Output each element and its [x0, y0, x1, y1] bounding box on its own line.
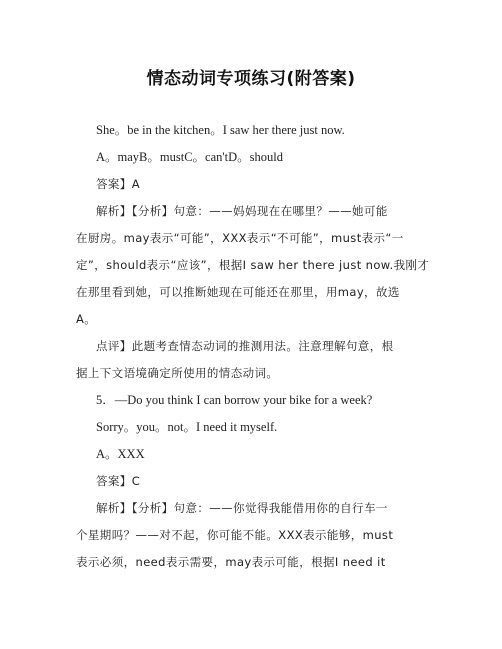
- options-line: A。XXX: [96, 447, 145, 461]
- comment-line: 据上下文语境确定所使用的情态动词。: [76, 366, 279, 380]
- comment-line: 点评】此题考查情态动词的推测用法。注意理解句意，根: [96, 339, 394, 353]
- analysis-line: 在厨房。may表示“可能”，XXX表示“不可能”，must表示“一: [76, 231, 404, 245]
- analysis-line: 个星期吗？——对不起，你可能不能。XXX表示能够，must: [76, 528, 394, 542]
- analysis-line: 在那里看到她，可以推断她现在可能还在那里，用may，故选: [76, 285, 400, 299]
- analysis-line: A。: [76, 312, 97, 326]
- answer-line: 答案】C: [96, 474, 141, 488]
- answer-line: 答案】A: [96, 177, 140, 191]
- options-line: A。mayB。mustC。can'tD。should: [96, 150, 283, 164]
- document-title: 情态动词专项练习(附答案): [146, 69, 356, 89]
- analysis-line: 解析】【分析】句意：——你觉得我能借用你的自行车一: [96, 501, 388, 515]
- analysis-line: 表示必须，need表示需要，may表示可能，根据I need it: [76, 555, 386, 569]
- analysis-line: 定”，should表示“应该”，根据I saw her there just now.我刚才: [76, 258, 430, 272]
- question-line: She。be in the kitchen。I saw her there just now.: [96, 123, 345, 137]
- question-line: 5．—Do you think I can borrow your bike for a week?: [96, 393, 373, 407]
- question-line: Sorry。you。not。I need it myself.: [96, 420, 278, 434]
- analysis-line: 解析】【分析】句意：——妈妈现在在哪里？——她可能: [96, 204, 388, 218]
